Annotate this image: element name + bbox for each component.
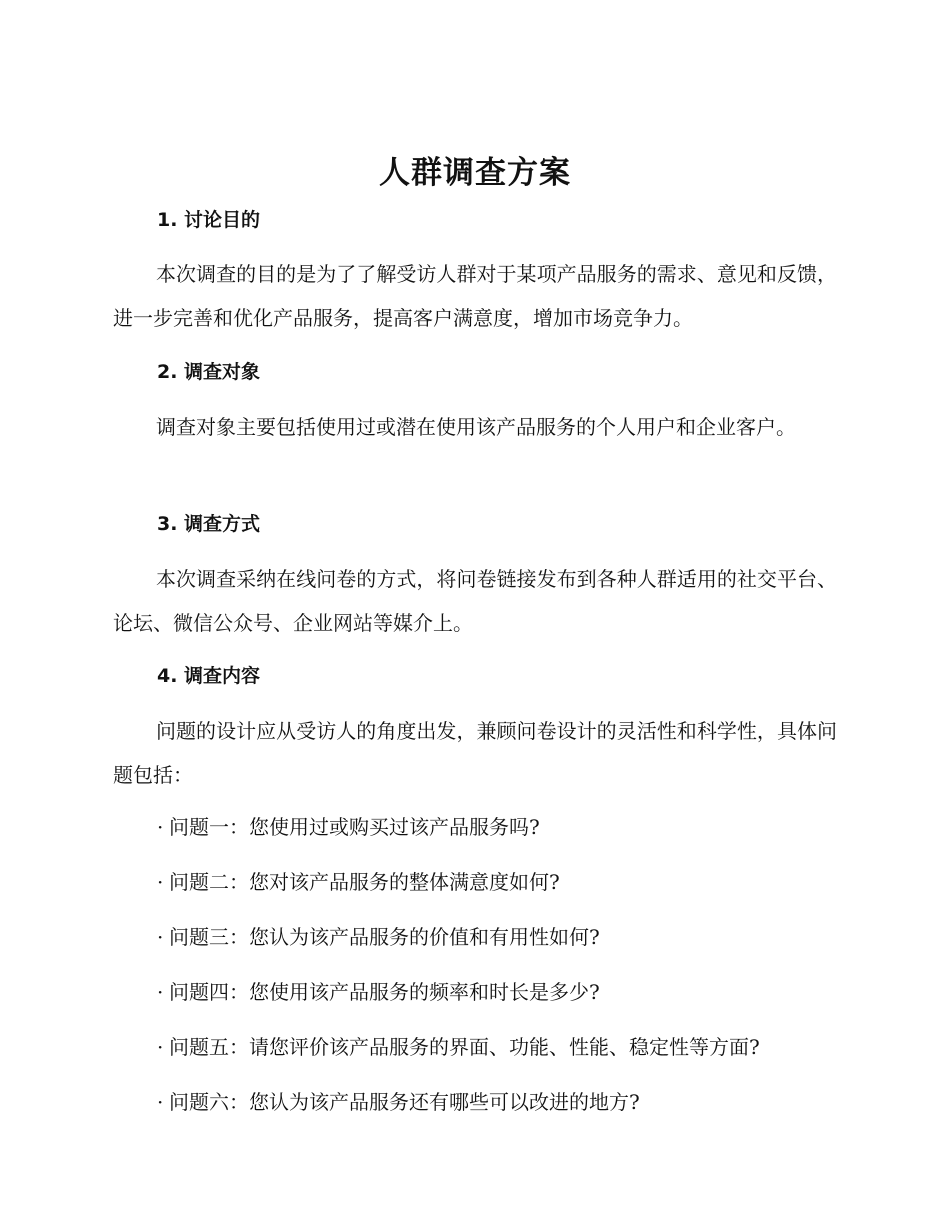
question-text: 问题三：您认为该产品服务的价值和有用性如何? xyxy=(169,925,600,949)
question-text: 问题一：您使用过或购买过该产品服务吗? xyxy=(169,815,540,839)
question-item xyxy=(157,977,600,1007)
question-item xyxy=(157,1087,640,1117)
question-text: 问题二：您对该产品服务的整体满意度如何? xyxy=(169,870,560,894)
question-item xyxy=(157,922,600,952)
section-heading-method: 3. 调查方式 xyxy=(157,513,261,535)
question-item xyxy=(157,1032,760,1062)
bullet-marker: · xyxy=(157,1035,164,1059)
bullet-marker: · xyxy=(157,980,164,1004)
section-body-content: 问题的设计应从受访人的角度出发，兼顾问卷设计的灵活性和科学性，具体问题包括： xyxy=(113,719,837,787)
question-text: 问题五：请您评价该产品服务的界面、功能、性能、稳定性等方面? xyxy=(169,1035,760,1059)
bullet-marker: · xyxy=(157,815,164,839)
section-body-purpose: 本次调查的目的是为了了解受访人群对于某项产品服务的需求、意见和反馈，进一步完善和优化产品服务，提高客户满意度，增加市场竞争力。 xyxy=(113,262,837,330)
bullet-marker: · xyxy=(157,925,164,949)
question-text: 问题四：您使用该产品服务的频率和时长是多少? xyxy=(169,980,600,1004)
question-text: 问题六：您认为该产品服务还有哪些可以改进的地方? xyxy=(169,1090,640,1114)
section-heading-subjects: 2. 调查对象 xyxy=(157,361,261,383)
question-item xyxy=(157,812,540,842)
bullet-marker: · xyxy=(157,870,164,894)
question-item xyxy=(157,867,560,897)
bullet-marker: · xyxy=(157,1090,164,1114)
section-body-method: 本次调查采纳在线问卷的方式，将问卷链接发布到各种人群适用的社交平台、论坛、微信公众号、企业网站等媒介上。 xyxy=(113,567,837,635)
section-body-subjects: 调查对象主要包括使用过或潜在使用该产品服务的个人用户和企业客户。 xyxy=(156,415,796,439)
section-heading-content: 4. 调查内容 xyxy=(157,665,261,687)
section-heading-purpose: 1. 讨论目的 xyxy=(157,209,261,231)
document-title: 人群调查方案 xyxy=(379,155,571,191)
